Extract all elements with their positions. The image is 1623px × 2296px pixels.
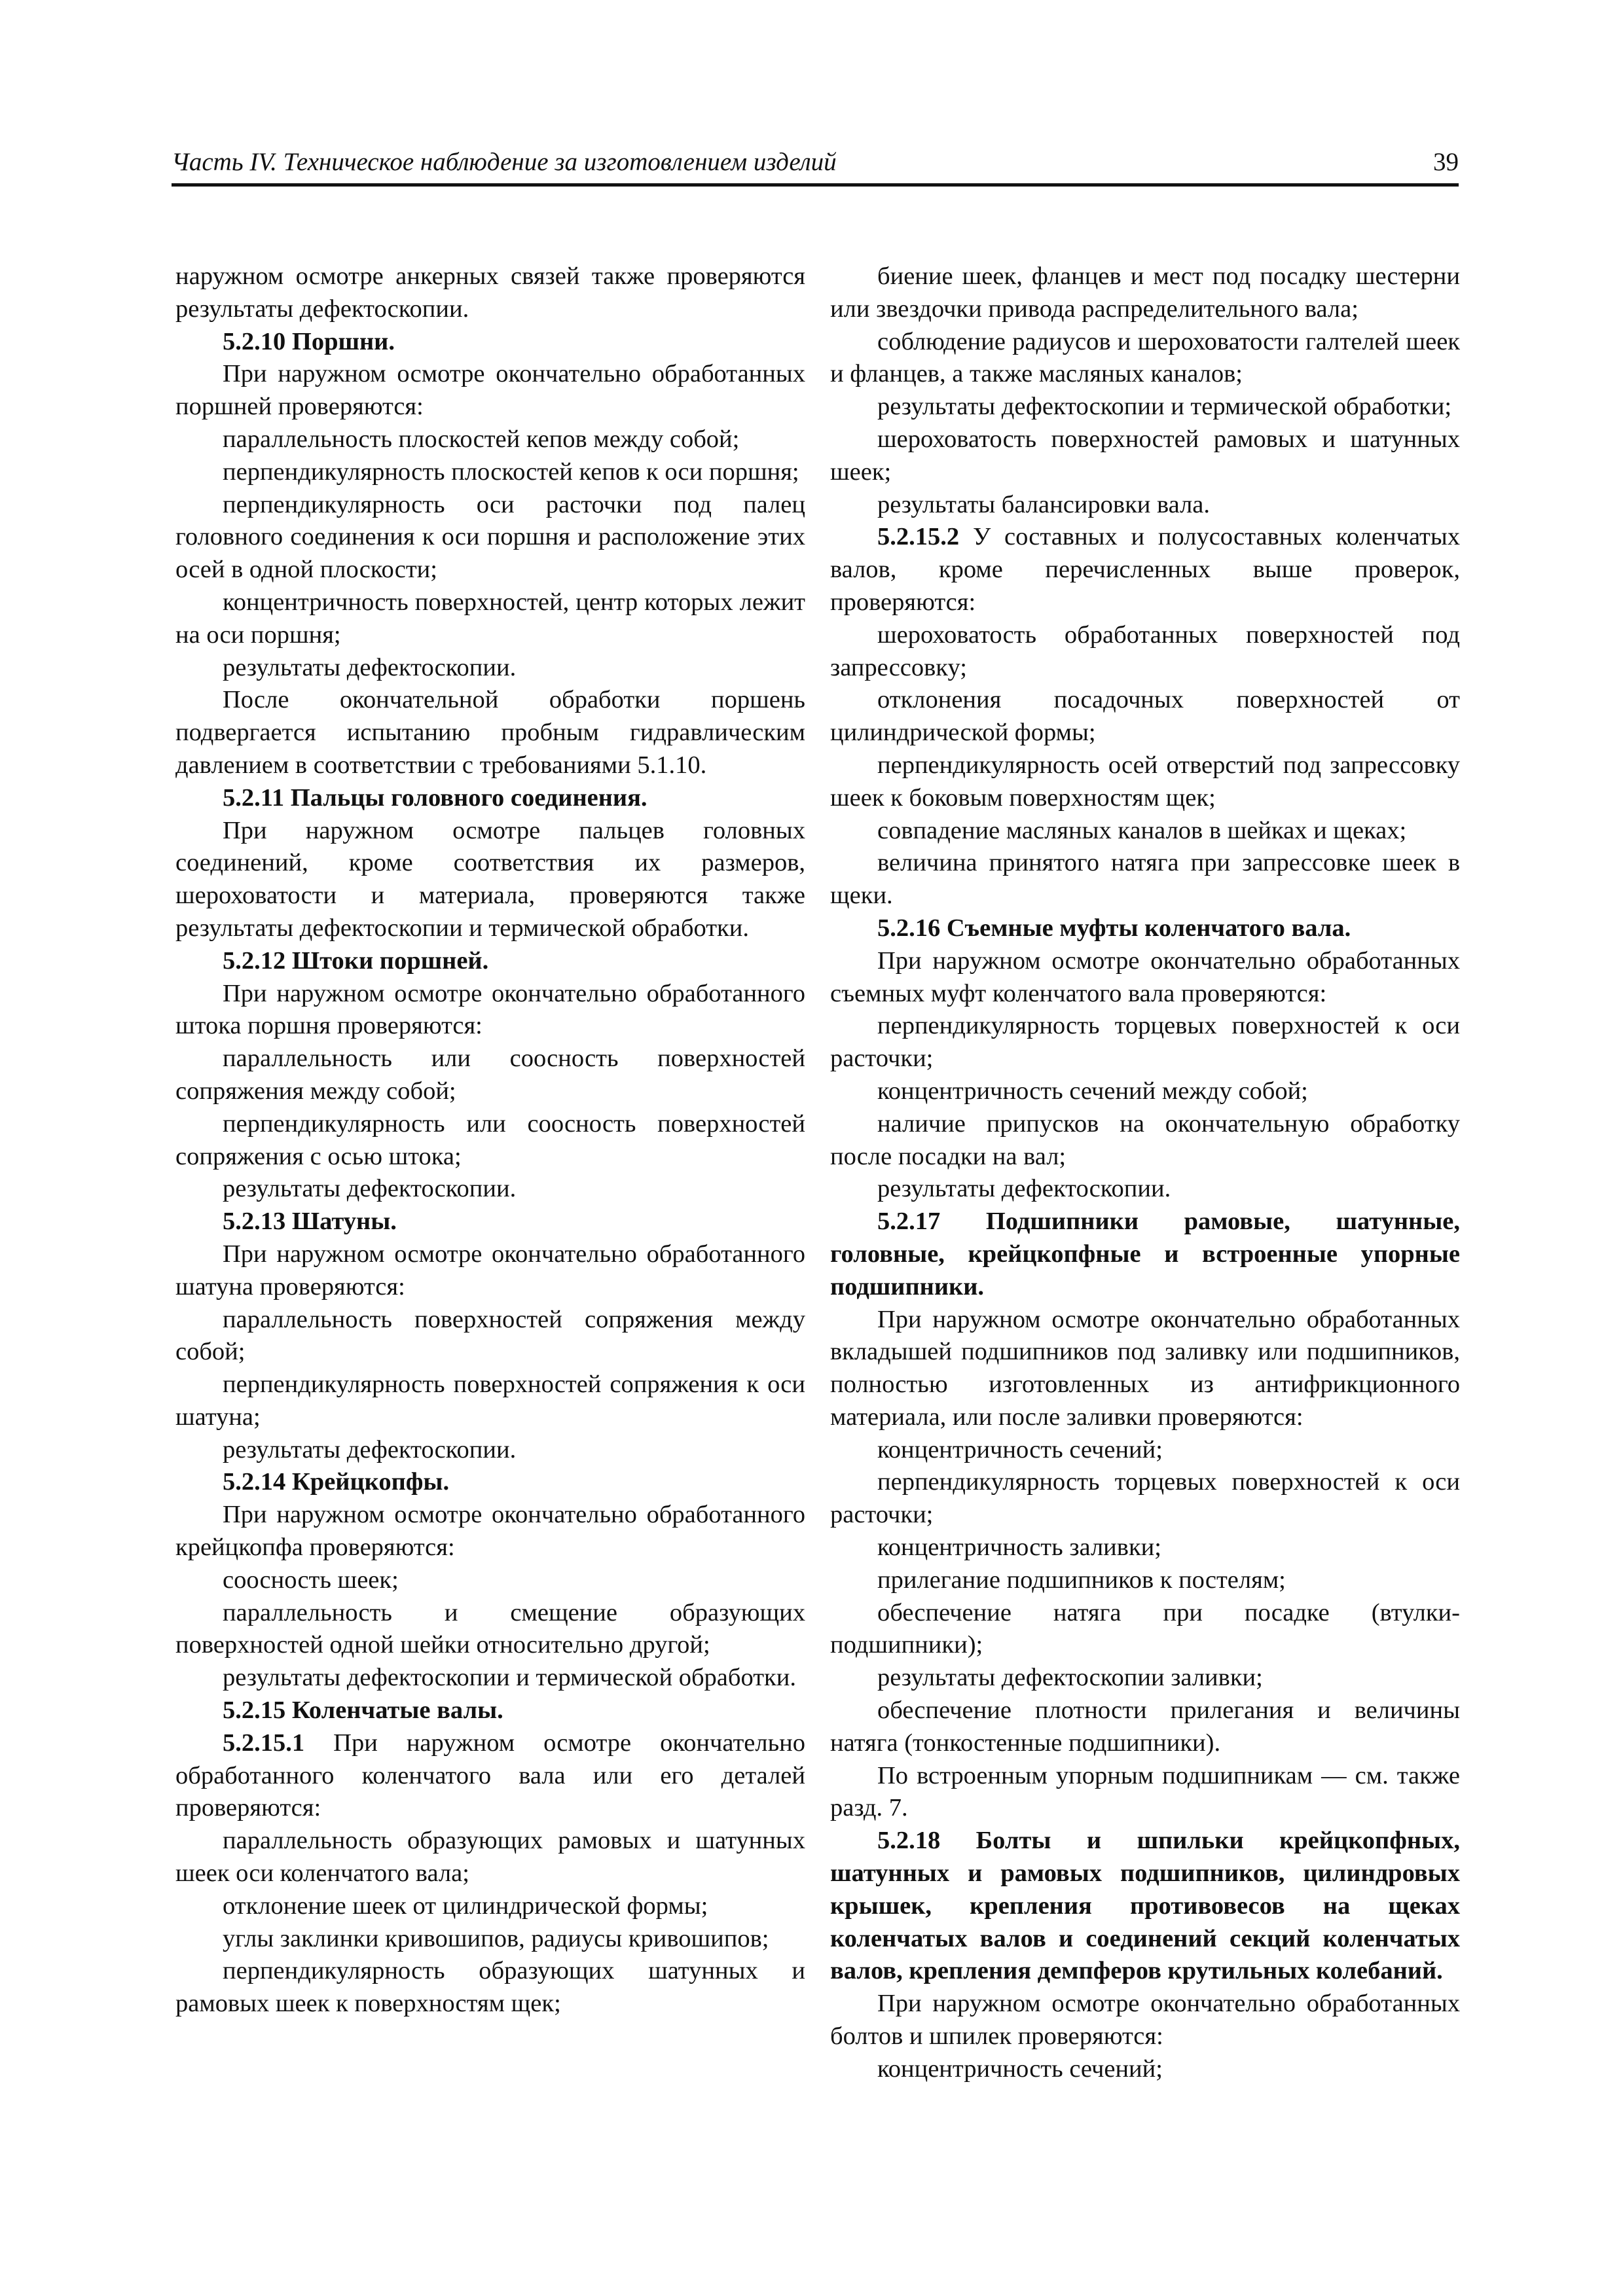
- clause-text: У составных и полусоставных коленчатых валов, кроме перечисленных выше проверок, проверяются:: [830, 523, 1460, 616]
- section-heading: 5.2.13 Шатуны.: [223, 1208, 397, 1236]
- paragraph: отклонение шеек от цилиндрической формы;: [223, 1892, 708, 1920]
- paragraph: параллельность поверхностей сопряжения между собой;: [175, 1305, 805, 1366]
- paragraph: прилегание подшипников к постелям;: [877, 1566, 1286, 1594]
- paragraph: перпендикулярность оси расточки под палец головного соединения к оси поршня и расположение этих осей в одной плоскости;: [175, 490, 805, 584]
- paragraph: перпендикулярность плоскостей кепов к оси поршня;: [223, 457, 799, 486]
- paragraph: результаты дефектоскопии.: [223, 1435, 517, 1463]
- section-heading: 5.2.18 Болты и шпильки крейцкопфных, шатунных и рамовых подшипников, цилиндровых крышек, крепления противовесов на щеках коленчатых валов и соединений секций коленчатых валов, крепления демпферов крутильных колебаний.: [830, 1827, 1460, 1985]
- paragraph: концентричность сечений;: [877, 2054, 1163, 2083]
- paragraph: перпендикулярность торцевых поверхностей к оси расточки;: [830, 1468, 1460, 1529]
- paragraph: отклонения посадочных поверхностей от цилиндрической формы;: [830, 686, 1460, 747]
- paragraph: параллельность плоскостей кепов между собой;: [223, 425, 740, 453]
- paragraph: совпадение масляных каналов в шейках и щеках;: [877, 816, 1407, 844]
- paragraph: перпендикулярность или соосность поверхностей сопряжения с осью штока;: [175, 1109, 805, 1170]
- paragraph: параллельность или соосность поверхностей сопряжения между собой;: [175, 1045, 805, 1105]
- paragraph: результаты дефектоскопии и термической обработки;: [877, 393, 1452, 421]
- paragraph: результаты дефектоскопии заливки;: [877, 1664, 1263, 1692]
- page-header: [172, 143, 1459, 187]
- section-heading: 5.2.14 Крейцкопфы.: [223, 1468, 450, 1496]
- numbered-paragraph: [175, 1727, 805, 1825]
- paragraph: результаты дефектоскопии и термической обработки.: [223, 1664, 796, 1692]
- paragraph: биение шеек, фланцев и мест под посадку шестерни или звездочки привода распределительного вала;: [830, 262, 1460, 323]
- paragraph: результаты балансировки вала.: [877, 490, 1211, 518]
- paragraph: При наружном осмотре окончательно обработанного крейцкопфа проверяются:: [175, 1501, 805, 1562]
- paragraph: величина принятого натяга при запрессовке шеек в щеки.: [830, 849, 1460, 910]
- paragraph: При наружном осмотре окончательно обработанных болтов и шпилек проверяются:: [830, 1990, 1460, 2051]
- paragraph: При наружном осмотре окончательно обработанного шатуна проверяются:: [175, 1240, 805, 1300]
- section-heading: 5.2.11 Пальцы головного соединения.: [223, 783, 647, 812]
- header-title: Часть IV. Техническое наблюдение за изготовлением изделий: [172, 148, 837, 176]
- section-heading: 5.2.16 Съемные муфты коленчатого вала.: [877, 914, 1351, 942]
- paragraph: результаты дефектоскопии.: [223, 653, 517, 681]
- paragraph: параллельность и смещение образующих поверхностей одной шейки относительно другой;: [175, 1598, 805, 1659]
- paragraph: концентричность сечений;: [877, 1435, 1163, 1463]
- paragraph: результаты дефектоскопии.: [223, 1175, 517, 1203]
- paragraph: концентричность сечений между собой;: [877, 1077, 1308, 1105]
- paragraph: При наружном осмотре окончательно обработанных поршней проверяются:: [175, 360, 805, 421]
- paragraph: концентричность заливки;: [877, 1534, 1161, 1562]
- clause-number: 5.2.15.1: [223, 1729, 305, 1757]
- paragraph: перпендикулярность поверхностей сопряжения к оси шатуна;: [175, 1371, 805, 1431]
- paragraph: результаты дефектоскопии.: [877, 1175, 1171, 1203]
- page-number: 39: [1433, 148, 1459, 176]
- paragraph: наличие припусков на окончательную обработку после посадки на вал;: [830, 1109, 1460, 1170]
- section-heading: 5.2.17 Подшипники рамовые, шатунные, головные, крейцкопфные и встроенные упорные подшипники.: [830, 1208, 1460, 1300]
- clause-text: При наружном осмотре окончательно обработанного коленчатого вала или его деталей проверяются:: [175, 1729, 805, 1822]
- paragraph: концентричность поверхностей, центр которых лежит на оси поршня;: [175, 588, 805, 649]
- paragraph: соосность шеек;: [223, 1566, 399, 1594]
- paragraph: обеспечение натяга при посадке (втулки-подшипники);: [830, 1598, 1460, 1659]
- section-heading: 5.2.10 Поршни.: [223, 327, 395, 355]
- continued-paragraph: наружном осмотре анкерных связей также проверяются результаты дефектоскопии.: [175, 262, 805, 323]
- paragraph: При наружном осмотре окончательно обработанного штока поршня проверяются:: [175, 979, 805, 1040]
- right-column: [830, 260, 1460, 2086]
- paragraph: При наружном осмотре окончательно обработанных съемных муфт коленчатого вала проверяются:: [830, 946, 1460, 1007]
- paragraph: перпендикулярность осей отверстий под запрессовку шеек к боковым поверхностям щек;: [830, 751, 1460, 812]
- paragraph: При наружном осмотре пальцев головных соединений, кроме соответствия их размеров, шероховатости и материала, проверяются также результаты дефектоскопии и термической обработки.: [175, 816, 805, 942]
- paragraph: При наружном осмотре окончательно обработанных вкладышей подшипников под заливку или подшипников, полностью изготовленных из антифрикционного материала, или после заливки проверяются:: [830, 1305, 1460, 1431]
- paragraph: перпендикулярность торцевых поверхностей к оси расточки;: [830, 1012, 1460, 1073]
- section-heading: 5.2.15 Коленчатые валы.: [223, 1696, 503, 1725]
- paragraph: обеспечение плотности прилегания и величины натяга (тонкостенные подшипники).: [830, 1696, 1460, 1757]
- left-column: [175, 260, 805, 2020]
- paragraph: По встроенным упорным подшипникам — см. также разд. 7.: [830, 1761, 1460, 1822]
- paragraph: перпендикулярность образующих шатунных и рамовых шеек к поверхностям щек;: [175, 1957, 805, 2018]
- paragraph: углы заклинки кривошипов, радиусы кривошипов;: [223, 1924, 769, 1952]
- numbered-paragraph: [830, 521, 1460, 619]
- paragraph: шероховатость поверхностей рамовых и шатунных шеек;: [830, 425, 1460, 486]
- section-heading: 5.2.12 Штоки поршней.: [223, 946, 489, 975]
- paragraph: параллельность образующих рамовых и шатунных шеек оси коленчатого вала;: [175, 1827, 805, 1888]
- paragraph: После окончательной обработки поршень подвергается испытанию пробным гидравлическим давлением в соответствии с требованиями 5.1.10.: [175, 686, 805, 779]
- paragraph: соблюдение радиусов и шероховатости галтелей шеек и фланцев, а также масляных каналов;: [830, 327, 1460, 388]
- paragraph: шероховатость обработанных поверхностей под запрессовку;: [830, 620, 1460, 681]
- clause-number: 5.2.15.2: [877, 523, 960, 551]
